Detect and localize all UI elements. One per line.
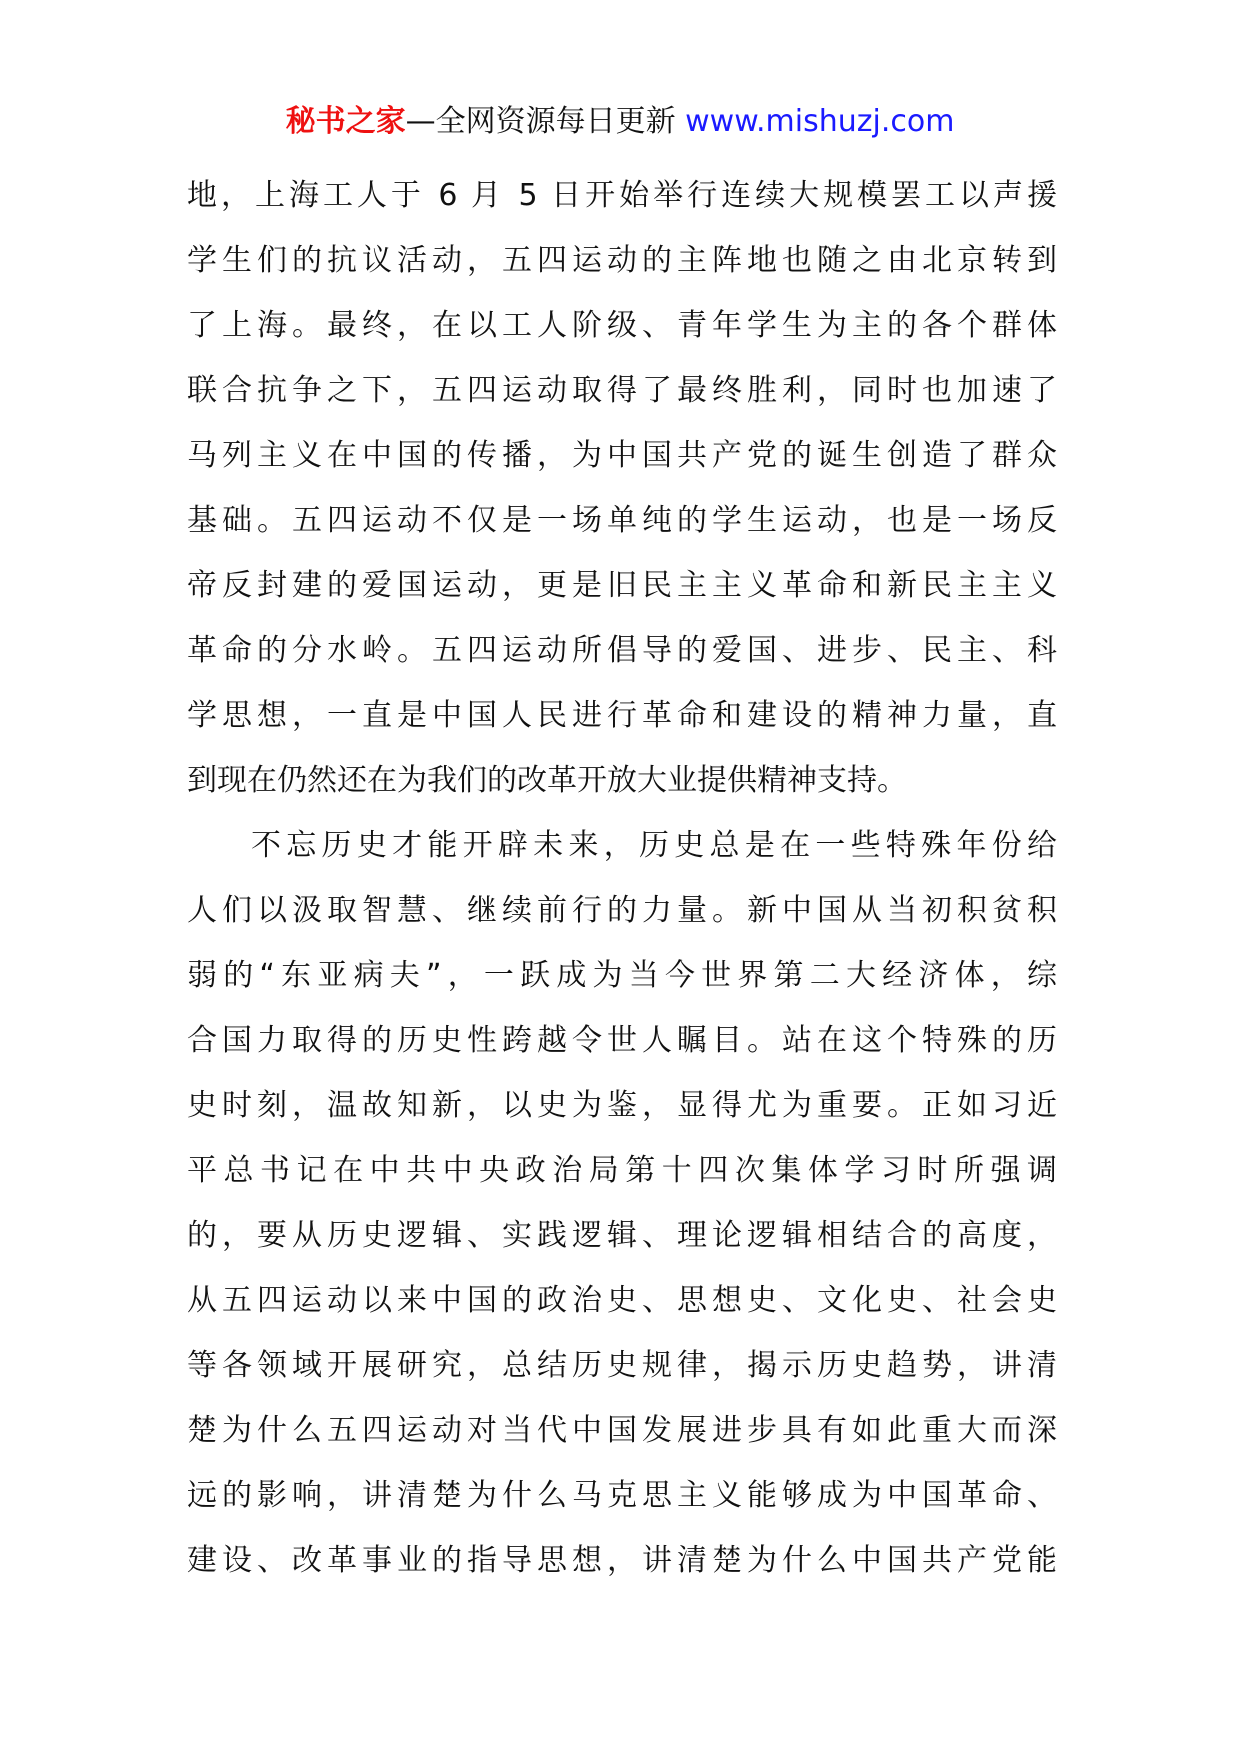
- text-line: 平总书记在中共中央政治局第十四次集体学习时所强调: [187, 1153, 1057, 1188]
- text-line: 合国力取得的历史性跨越令世人瞩目。站在这个特殊的历: [187, 1023, 1057, 1058]
- website-link[interactable]: www.mishuzj.com: [685, 104, 955, 139]
- text-line: 史时刻，温故知新，以史为鉴，显得尤为重要。正如习近: [187, 1088, 1057, 1123]
- text-line: 帝反封建的爱国运动，更是旧民主主义革命和新民主主义: [187, 568, 1057, 603]
- text-line: 学思想，一直是中国人民进行革命和建设的精神力量，直: [187, 698, 1057, 733]
- text-line: 联合抗争之下，五四运动取得了最终胜利，同时也加速了: [187, 373, 1057, 408]
- text-line: 楚为什么五四运动对当代中国发展进步具有如此重大而深: [187, 1413, 1057, 1448]
- text-line: 到现在仍然还在为我们的改革开放大业提供精神支持。: [187, 763, 907, 798]
- text-line: 学生们的抗议活动，五四运动的主阵地也随之由北京转到: [187, 243, 1057, 278]
- brand-name: 秘书之家: [285, 104, 406, 139]
- text-line: 马列主义在中国的传播，为中国共产党的诞生创造了群众: [187, 438, 1057, 473]
- header-tagline: —全网资源每日更新: [405, 104, 676, 139]
- text-line: 等各领域开展研究，总结历史规律，揭示历史趋势，讲清: [187, 1348, 1057, 1383]
- text-line: 弱的“东亚病夫”，一跃成为当今世界第二大经济体，综: [187, 958, 1057, 993]
- text-line: 人们以汲取智慧、继续前行的力量。新中国从当初积贫积: [187, 893, 1057, 928]
- text-line: 不忘历史才能开辟未来，历史总是在一些特殊年份给: [251, 828, 1057, 863]
- text-line: 远的影响，讲清楚为什么马克思主义能够成为中国革命、: [187, 1478, 1057, 1513]
- text-line: 的，要从历史逻辑、实践逻辑、理论逻辑相结合的高度，: [187, 1218, 1057, 1253]
- page-header: [0, 100, 1240, 144]
- text-line: 基础。五四运动不仅是一场单纯的学生运动，也是一场反: [187, 503, 1057, 538]
- paragraph-1: [187, 163, 1057, 813]
- text-line: 了上海。最终，在以工人阶级、青年学生为主的各个群体: [187, 308, 1057, 343]
- text-line: 从五四运动以来中国的政治史、思想史、文化史、社会史: [187, 1283, 1057, 1318]
- text-line: 革命的分水岭。五四运动所倡导的爱国、进步、民主、科: [187, 633, 1057, 668]
- text-line: 建设、改革事业的指导思想，讲清楚为什么中国共产党能: [187, 1543, 1057, 1578]
- document-body: [187, 163, 1057, 1593]
- text-line: 地，上海工人于 6 月 5 日开始举行连续大规模罢工以声援: [187, 178, 1057, 213]
- paragraph-2: [187, 813, 1057, 1593]
